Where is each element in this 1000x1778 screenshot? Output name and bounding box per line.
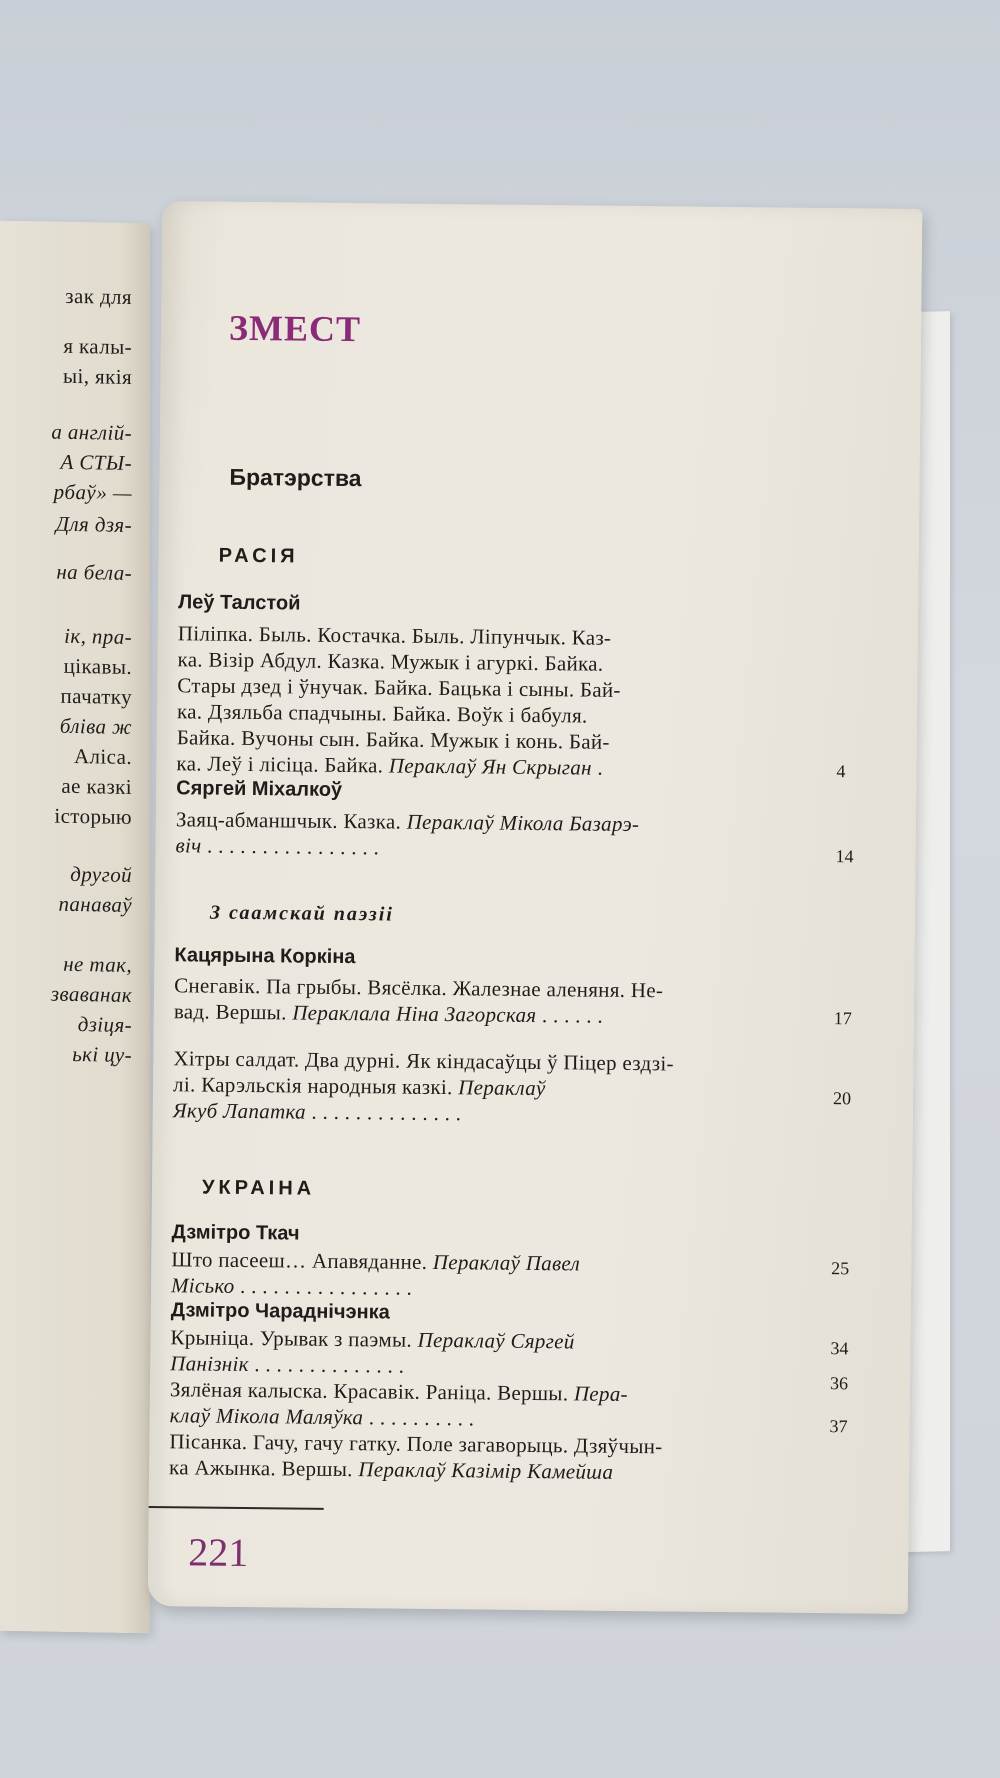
page-number: 14 [835, 846, 854, 867]
toc-line: Якуб Лапатка . . . . . . . . . . . . . . [172, 1098, 462, 1126]
left-page-line: ькі цу- [72, 1041, 132, 1067]
country-heading-ukraine: УКРАІНА [201, 1176, 316, 1200]
left-page-line: ае казкі [61, 773, 132, 799]
toc-line: ка. Дзяльба спадчыны. Байка. Воўк і бабуля. [176, 699, 588, 728]
page-number: 36 [829, 1373, 849, 1394]
page-number: 4 [836, 761, 846, 782]
left-page-line: зваванак [50, 981, 132, 1007]
toc-line: Панізнік . . . . . . . . . . . . . . [170, 1351, 405, 1378]
toc-line: Стары дзед і ўнучак. Байка. Бацька і сыны. Бай- [177, 673, 621, 702]
page-number: 20 [832, 1088, 852, 1109]
page-number: 37 [829, 1416, 848, 1437]
left-page-line: я калы- [63, 333, 132, 359]
left-page-line: другой [70, 861, 132, 887]
toc-line: Місько . . . . . . . . . . . . . . . . [170, 1273, 413, 1300]
toc-line: ка. Візір Абдул. Казка. Мужык і агуркі. Байка. [177, 647, 604, 676]
left-page-line: ік, пра- [64, 623, 132, 649]
left-page-line: ыі, якія [63, 363, 132, 389]
page-folio: 221 [187, 1529, 249, 1576]
author-name: Дзмітро Ткач [171, 1221, 300, 1245]
author-name: Дзмітро Чараднічэнка [170, 1299, 390, 1324]
left-page [0, 221, 150, 1634]
author-name: Кацярына Коркіна [174, 944, 356, 969]
translator: Пераклаў Казімір Камейша [358, 1457, 614, 1484]
translator: Місько [170, 1273, 235, 1298]
toc-title: Заяц-абманшчык. Казка. [175, 807, 402, 834]
toc-line: Снегавік. Па грыбы. Вясёлка. Жалезнае аленяня. Не- [174, 973, 664, 1003]
page-number: 34 [830, 1338, 849, 1359]
toc-line: віч . . . . . . . . . . . . . . . . [175, 833, 380, 860]
toc-title: вад. Вершы. [173, 999, 287, 1025]
page-title: ЗМЕСТ [228, 307, 362, 350]
footer-rule [148, 1506, 324, 1510]
toc-line: Байка. Вучоны сын. Байка. Мужык і конь. Бай- [176, 725, 610, 754]
left-page-line: дзіця- [77, 1012, 132, 1037]
toc-line: ка. Леў і лісіца. Байка. Пераклаў Ян Скрыган . [176, 751, 604, 780]
translator: віч [175, 833, 202, 858]
translator: Пераклаў Сяргей [417, 1327, 575, 1354]
toc-line: клаў Мікола Маляўка . . . . . . . . . . [169, 1403, 475, 1431]
toc-line: Хітры салдат. Два дурні. Як кіндасаўцы ў Піцер ездзі- [173, 1046, 674, 1076]
country-heading-russia: РАСІЯ [218, 544, 299, 568]
toc-title: Крыніца. Урывак з паэмы. [170, 1325, 413, 1352]
page-number: 17 [833, 1008, 852, 1029]
author-name: Сяргей Міхалкоў [176, 777, 343, 801]
toc-title: ка. Леў і лісіца. Байка. [176, 751, 384, 778]
left-page-line: на бела- [56, 559, 132, 585]
left-page-line: а англій- [51, 419, 132, 445]
translator: Пераклаў [458, 1075, 546, 1101]
translator: Пера- [573, 1381, 629, 1406]
book-page [148, 201, 923, 1614]
left-page-line: бліва ж [59, 713, 132, 739]
toc-title: лі. Карэльскія народныя казкі. [173, 1072, 453, 1100]
section-title: Братэрства [229, 463, 362, 492]
translator: Пераклаў Мікола Базарэ- [406, 809, 640, 837]
translator: Панізнік [170, 1351, 249, 1377]
left-page-line: пачатку [60, 683, 132, 709]
left-page-line: цікавы. [63, 653, 132, 679]
toc-title: Зялёная калыска. Красавік. Раніца. Вершы. [169, 1377, 569, 1406]
toc-line: Піліпка. Быль. Костачка. Быль. Ліпунчык. Каз- [177, 621, 612, 650]
translator: Якуб Лапатка [172, 1098, 307, 1124]
toc-title: ка Ажынка. Вершы. [168, 1455, 353, 1482]
translator: Пераклала Ніна Загорская [292, 1000, 537, 1028]
left-page-line: зак для [65, 283, 132, 309]
left-page-line: панаваў [58, 891, 132, 917]
left-page-line: історыю [54, 803, 132, 829]
page-number: 25 [831, 1258, 850, 1279]
translator: клаў Мікола Маляўка [169, 1403, 364, 1430]
translator: Пераклаў Ян Скрыган [388, 753, 592, 780]
subsection-heading: З саамскай паэзіі [209, 901, 394, 926]
toc-line: вад. Вершы. Пераклала Ніна Загорская . . . . . . [173, 999, 604, 1028]
left-page-line: не так, [63, 951, 132, 977]
left-page-line: рбаў» — [53, 479, 132, 505]
left-page-line: Для дзя- [55, 511, 132, 537]
toc-line [169, 1455, 769, 1486]
left-page-line: А СТЫ- [60, 449, 132, 475]
translator: Пераклаў Павел [432, 1249, 581, 1276]
left-page-line: Аліса. [73, 743, 132, 769]
author-name: Леў Талстой [178, 591, 301, 615]
toc-title: Што пасееш… Апавяданне. [171, 1247, 428, 1274]
toc-line: Пісанка. Гачу, гачу гатку. Поле загаворыць. Дзяўчын- [169, 1429, 663, 1459]
